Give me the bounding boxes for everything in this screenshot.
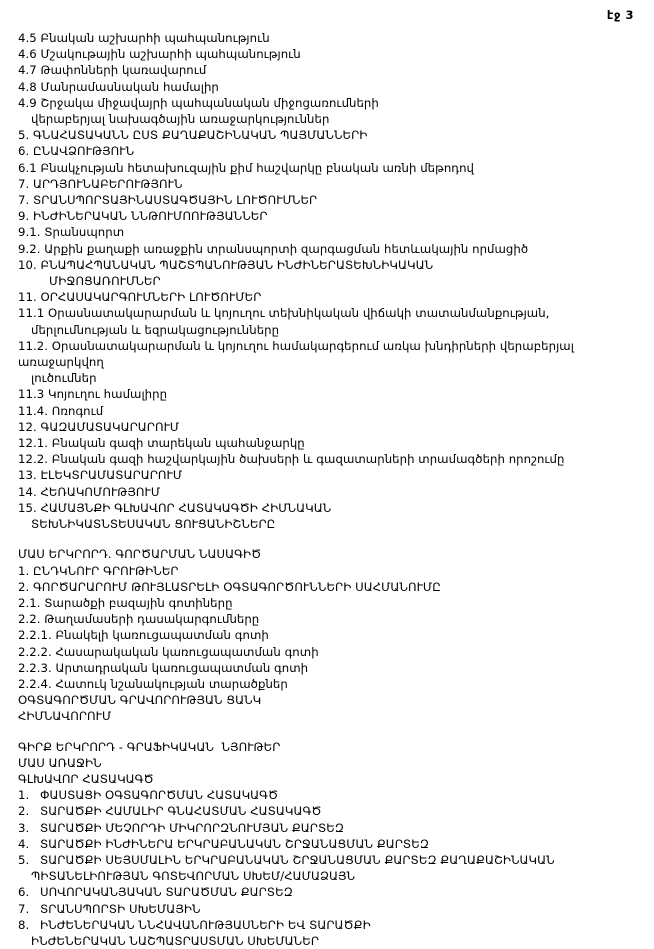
toc-line: 4.6 Մշակութային աշխարհի պահպանություն <box>18 47 301 62</box>
toc-item-label: ՏՐԱՆՍՊՈՐՏԻ ՍԽԵՄԱՅԻՆ <box>40 901 201 916</box>
toc-item-number: 8. <box>18 917 30 932</box>
toc-line: 4.5 Բնական աշխարհի պահպանություն <box>18 31 270 45</box>
toc-item-number: 3. <box>18 820 30 835</box>
toc-line: 12.1. Բնական գազի տարեկան պահանջարկը <box>18 436 305 451</box>
toc-line: ՄԻՋՈՑԱՌՈՒՄՆԵՐ <box>49 274 161 289</box>
toc-line: 4.8 Մանրամասնական համալիր <box>18 79 219 94</box>
toc-line: 2.1. Տարածքի բազային գոտիները <box>18 595 233 610</box>
toc-numbered-item <box>18 820 640 836</box>
toc-item-number: 7. <box>18 901 30 916</box>
toc-line: ԳԼԽԱՎՈՐ ՀԱՏԱԿԱԳԾ <box>18 771 154 786</box>
toc-line: 2.2.1. Բնակելի կառուցապատման գոտի <box>18 628 269 643</box>
toc-line: 6. ԸՆԱՎՁՈՒԹՅՈՒՆ <box>18 144 135 159</box>
toc-line: 2.2.3. Արտադրական կառուցապատման գոտի <box>18 660 309 675</box>
toc-line: ՕԳՏԱԳՈՐԾՄԱՆ ԳՐԱՎՈՐՈՒԹՅԱՆ ՑԱՆԿ <box>18 693 262 708</box>
toc-item-label: ՏԱՐԱԾՔԻ ՀԱՄԱԼԻՐ ԳՆԱՀԱՏՄԱՆ ՀԱՏԱԿԱԳԾ <box>40 804 322 819</box>
toc-line: 12. ԳԱԶԱՄԱՏԱԿԱՐԱՐՈՒՄ <box>18 419 180 434</box>
toc-item-continuation: ՊԻՏԱՆԵԼԻՈՒԹՅԱՆ ԳՈՏԵՎՈՐՄԱՆ ՍԽԵՄ/ՀԱՄԱՁԱՅՆ <box>31 869 356 884</box>
toc-line: լուծումներ <box>31 371 97 386</box>
toc-line: 7. ԱՐԴՅՈՒՆԱԲԵՐՈՒԹՅՈՒՆ <box>18 176 183 191</box>
toc-numbered-list <box>18 787 640 949</box>
table-of-contents <box>18 30 640 949</box>
toc-item-label: ՏԱՐԱԾՔԻ ՍԵՅՍՄԱԼԻՆ ԵՐԿՐԱԲԱՆԱԿԱՆ ՇՐՋԱՆԱՑՄԱՆ ՔԱՐՏԵԶ ՔԱՂԱՔԱՇԻՆԱԿԱՆ <box>40 852 555 867</box>
toc-line: 12.2. Բնական գազի հաշվարկային ծախսերի և գազատարների տրամագծերի որոշումը <box>18 452 565 467</box>
toc-line: 2.2.2. Հասարակական կառուցապատման գոտի <box>18 644 319 659</box>
toc-line: 9.1. Տրանսպորտ <box>18 225 125 240</box>
toc-line: 4.7 Թափոնների կառավարում <box>18 63 207 78</box>
toc-numbered-item <box>18 787 640 803</box>
toc-item-continuation: ԻՆԺԵՆԵՐԱԿԱՆ ՆԱՇՊԱՏՐԱՍՏՄԱՆ ՍԽԵՄԱՆԵՐ <box>31 933 319 948</box>
toc-line: 11.2. Օրասնատակարարման և կոյուղու համակարգերում առկա խնդիրների վերաբերյալ առաջարկվող <box>18 338 590 370</box>
toc-line: ՏԵԽՆԻԿԱՏՆՏԵՍԱԿԱՆ ՑՈՒՑԱՆԻՇՆԵՐԸ <box>31 517 276 532</box>
toc-line: վերաբերյալ նախագծային առաջարկություններ <box>31 112 330 127</box>
toc-item-label: ՏԱՐԱԾՔԻ ԻՆԺԻՆԵՐԱ ԵՐԿՐԱԲԱՆԱԿԱՆ ՇՐՋԱՆԱՑՄԱՆ ՔԱՐՏԵԶ <box>40 836 429 851</box>
toc-line: 11.3 Կոյուղու համալիրը <box>18 387 168 402</box>
toc-line: 9. ԻՆԺԻՆԵՐԱԿԱՆ ՆՆԹՈՒՄՈՈՒԹՅԱՆՆԵՐ <box>18 209 268 224</box>
toc-line: 2.2.4. Հատուկ նշանակության տարածքներ <box>18 676 288 691</box>
toc-line: մերլումնության և եզրակացությունները <box>31 322 280 337</box>
toc-line: 7. ՏՐԱՆՍՊՈՐՏԱՅԻՆԱՍՏԱԳԾԱՅԻՆ ԼՈՒԾՈՒՄՆԵՐ <box>18 193 318 208</box>
toc-line: 11.1 Օրասնատակարարման և կոյուղու տեխնիկական վիճակի տատանմանքության, <box>18 306 550 321</box>
toc-line: 11. ՕՐՀԱՍԱԿԱՐԳՈՒՄՆԵՐԻ ԼՈՒԾՈՒՄԵՐ <box>18 290 262 305</box>
toc-item-number: 6. <box>18 885 30 900</box>
toc-line: 15. ՀԱՄԱՅՆՔԻ ԳԼԽԱՎՈՐ ՀԱՏԱԿԱԳԾԻ ՀԻՄՆԱԿԱՆ <box>18 500 332 515</box>
toc-line: ՄԱՍ ԱՌԱՋԻՆ <box>18 755 102 770</box>
toc-blocks <box>18 30 640 787</box>
toc-numbered-item <box>18 852 640 868</box>
toc-line: 1. ԸՆԴԿՆՈՒՐ ԳՐՈՒԹԻՆԵՐ <box>18 563 179 578</box>
toc-numbered-item <box>18 803 640 819</box>
toc-line: 10. ԲՆԱՊԱՀՊԱՆԱԿԱՆ ՊԱՇՏՊԱՆՈՒԹՅԱՆ ԻՆԺԻՆԵՐԱՏԵԽՆԻԿԱԿԱՆ <box>18 257 434 272</box>
toc-line: 11.4. Ոռոգում <box>18 403 104 418</box>
toc-numbered-item <box>18 836 640 852</box>
toc-line: ՀԻՄՆԱՎՈՐՈՒՄ <box>18 709 112 724</box>
toc-line: 5. ԳՆԱՀԱՏԱԿԱՆՆ ԸՍՏ ՔԱՂԱՔԱՇԻՆԱԿԱՆ ՊԱՅՄԱՆՆԵՐԻ <box>18 128 368 143</box>
toc-line: 2. ԳՈՐԾԱՐԱՐՈՒՄ ԹՈՒՅԼԱՏՐԵԼԻ ՕԳՏԱԳՈՐԾՈՒՆՆԵՐԻ ՍԱՀՄԱՆՈՒՄԸ <box>18 579 441 594</box>
toc-item-number: 5. <box>18 852 30 867</box>
toc-line: 4.9 Շրջակա միջավայրի պահպանական միջոցառումների <box>18 95 379 110</box>
toc-item-label: ՓԱՍՏԱՑԻ ՕԳՏԱԳՈՐԾՄԱՆ ՀԱՏԱԿԱԳԾ <box>40 788 279 803</box>
page-number: էջ 3 <box>606 8 634 22</box>
toc-numbered-item <box>18 901 640 917</box>
toc-line: ՄԱՍ ԵՐԿՐՈՐԴ. ԳՈՐԾԱՐՄԱՆ ՆԱՍԱԳԻԾ <box>18 547 262 562</box>
toc-numbered-item <box>18 884 640 900</box>
toc-item-number: 4. <box>18 836 30 851</box>
toc-line: 2.2. Թաղամասերի դասակարգումները <box>18 612 260 627</box>
toc-line: 14. ՀԵՌԱԿՈՄՈՒԹՅՈՒՄ <box>18 484 161 499</box>
toc-item-label: ՍՈՎՈՐԱԿԱՆՅԱԿԱՆ ՏԱՐԱԾՄԱՆ ՔԱՐՏԵԶ <box>40 885 293 900</box>
toc-line: ԳԻՐՔ ԵՐԿՐՈՐԴ - ԳՐԱՖԻԿԱԿԱՆ ՆՅՈՒԹԵՐ <box>18 739 281 754</box>
toc-item-label: ԻՆԺԵՆԵՐԱԿԱՆ ՆՆՀԱՎԱՆՈՒԹՅԱՍՆԵՐԻ ԵՎ ՏԱՐԱԾՔԻ <box>40 917 371 932</box>
toc-line: 6.1 Բնակչության հետախուզային քիմ հաշվարկը բնական առնի մեթոդով <box>18 160 474 175</box>
toc-item-number: 1. <box>18 788 30 803</box>
toc-line: 13. ԷԼԵԿՏՐԱՄԱՏԱՐԱՐՈՒՄ <box>18 468 183 483</box>
toc-numbered-item <box>18 917 640 933</box>
toc-item-number: 2. <box>18 804 30 819</box>
toc-item-label: ՏԱՐԱԾՔԻ ՄԵՉՈՐԴԻ ՄԻԿՐՈՐԶՆՈՒՄՅԱՆ ՔԱՐՏԵԶ <box>40 820 344 835</box>
toc-line: 9.2. Արքին քաղաքի առաջքին տրանսպորտի զարգացման հետևակային որմացիծ <box>18 241 529 256</box>
